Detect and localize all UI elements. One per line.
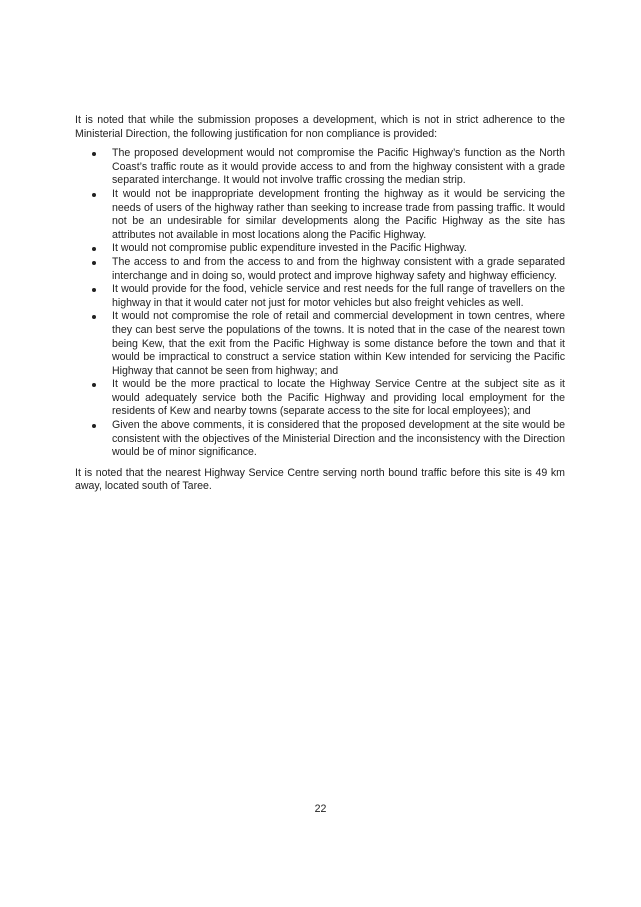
closing-paragraph: It is noted that the nearest Highway Service Centre serving north bound traffic before this site is 49 km away, located south of Taree.	[75, 466, 565, 493]
list-item	[75, 283, 565, 310]
list-item-text: It would be the more practical to locate the Highway Service Centre at the subject site as it would adequately service both the Pacific Highway and providing local employment for the residents of Kew and nearby towns (separate access to the site for local employees); and	[112, 378, 565, 418]
bullet-icon	[92, 383, 96, 387]
justification-list	[75, 147, 565, 460]
list-item-text: Given the above comments, it is considered that the proposed development at the site would be consistent with the objectives of the Ministerial Direction and the inconsistency with the Direction would be of minor significance.	[112, 419, 565, 459]
list-item	[75, 242, 565, 256]
bullet-icon	[92, 424, 96, 428]
list-item	[75, 378, 565, 419]
bullet-icon	[92, 315, 96, 319]
list-item-text: It would not compromise public expenditure invested in the Pacific Highway.	[112, 242, 467, 255]
bullet-icon	[92, 247, 96, 251]
list-item	[75, 310, 565, 378]
page-number: 22	[314, 803, 327, 815]
bullet-icon	[92, 193, 96, 197]
list-item-text: It would provide for the food, vehicle service and rest needs for the full range of travellers on the highway in that it would cater not just for motor vehicles but also freight vehicles as well.	[112, 283, 565, 309]
list-item	[75, 419, 565, 460]
intro-paragraph: It is noted that while the submission proposes a development, which is not in strict adherence to the Ministerial Direction, the following justification for non compliance is provided:	[75, 114, 565, 140]
page-body	[75, 114, 565, 494]
list-item	[75, 188, 565, 242]
bullet-icon	[92, 152, 96, 156]
list-item-text: It would not be inappropriate development fronting the highway as it would be servicing the needs of users of the highway rather than seeking to increase trade from passing traffic. It would not be an undesirable for similar developments along the Pacific Highway as the site has attributes not available in most locations along the Pacific Highway.	[112, 187, 565, 241]
list-item-text: The proposed development would not compromise the Pacific Highway’s function as the North Coast’s traffic route as it would provide access to and from the highway consistent with a grade separated interchange. It would not involve traffic crossing the median strip.	[112, 147, 565, 187]
bullet-icon	[92, 288, 96, 292]
bullet-icon	[92, 261, 96, 265]
list-item	[75, 147, 565, 188]
list-item-text: It would not compromise the role of retail and commercial development in town centres, where they can best serve the populations of the towns. It is noted that in the case of the nearest town being Kew, that the exit from the Pacific Highway is some distance before the town and that it would be impractical to construct a service station within Kew intended for servicing the Pacific Highway that cannot be seen from highway; and	[112, 310, 565, 377]
list-item	[75, 256, 565, 283]
list-item-text: The access to and from the access to and from the highway consistent with a grade separated interchange and in doing so, would protect and improve highway safety and highway efficiency.	[112, 255, 565, 282]
